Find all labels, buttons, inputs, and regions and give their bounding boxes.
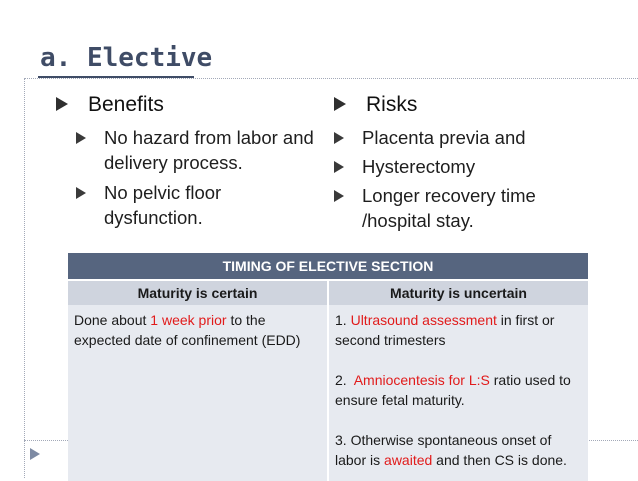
- cell-text: to the expected date of confinement (EDD): [74, 312, 301, 348]
- highlight-text: Ultrasound assessment: [350, 312, 497, 328]
- risks-heading: Risks: [366, 93, 418, 116]
- step-paragraph: [335, 370, 582, 410]
- risks-item-text: Placenta previa and: [362, 127, 526, 148]
- cell-certain: [68, 305, 328, 481]
- triangle-right-icon: [76, 132, 94, 144]
- benefits-item-text: No hazard from labor and delivery process.: [104, 127, 314, 173]
- cell-text: 3. Otherwise spontaneous onset of labor is: [335, 432, 552, 468]
- benefits-heading: Benefits: [88, 93, 164, 116]
- cell-text: and then CS is done.: [432, 452, 567, 468]
- cell-text: 1.: [335, 312, 351, 328]
- cell-text: Done about: [74, 312, 151, 328]
- highlight-text: awaited: [384, 452, 433, 468]
- risks-column: [334, 90, 562, 233]
- benefits-item: [76, 180, 344, 230]
- risks-item: [334, 183, 562, 233]
- risks-item-text: Hysterectomy: [362, 156, 476, 177]
- top-dotted-divider: [24, 78, 638, 79]
- table-title: TIMING OF ELECTIVE SECTION: [68, 253, 588, 280]
- step-paragraph: [335, 430, 582, 470]
- cell-text: in first or second trimesters: [335, 312, 555, 348]
- risks-heading-row: [334, 90, 562, 120]
- triangle-right-icon: [334, 161, 352, 173]
- risks-item-text: Longer recovery time /hospital stay.: [362, 185, 536, 231]
- cell-text: 2.: [335, 372, 354, 388]
- benefits-heading-row: [56, 90, 344, 120]
- highlight-text: Amniocentesis for L:S: [353, 372, 490, 388]
- left-dotted-border: [24, 78, 25, 478]
- triangle-right-icon: [334, 190, 352, 202]
- benefits-item-text: No pelvic floor dysfunction.: [104, 182, 222, 228]
- triangle-right-icon: [76, 187, 94, 199]
- triangle-right-icon: [334, 132, 352, 144]
- col-header-uncertain: Maturity is uncertain: [328, 280, 588, 305]
- highlight-text: 1 week prior: [150, 312, 227, 328]
- triangle-right-icon: [334, 97, 356, 111]
- timing-table: [68, 253, 588, 481]
- risks-item: [334, 125, 562, 150]
- benefits-column: [56, 90, 344, 230]
- cell-text: ratio used to ensure fetal maturity.: [335, 372, 571, 408]
- step-paragraph: [335, 310, 582, 350]
- slide-title: a. Elective: [40, 43, 213, 73]
- benefits-item: [76, 125, 344, 175]
- corner-triangle-icon: [30, 447, 40, 465]
- triangle-right-icon: [56, 97, 78, 111]
- cell-uncertain: [328, 305, 588, 481]
- risks-item: [334, 154, 562, 179]
- col-header-certain: Maturity is certain: [68, 280, 328, 305]
